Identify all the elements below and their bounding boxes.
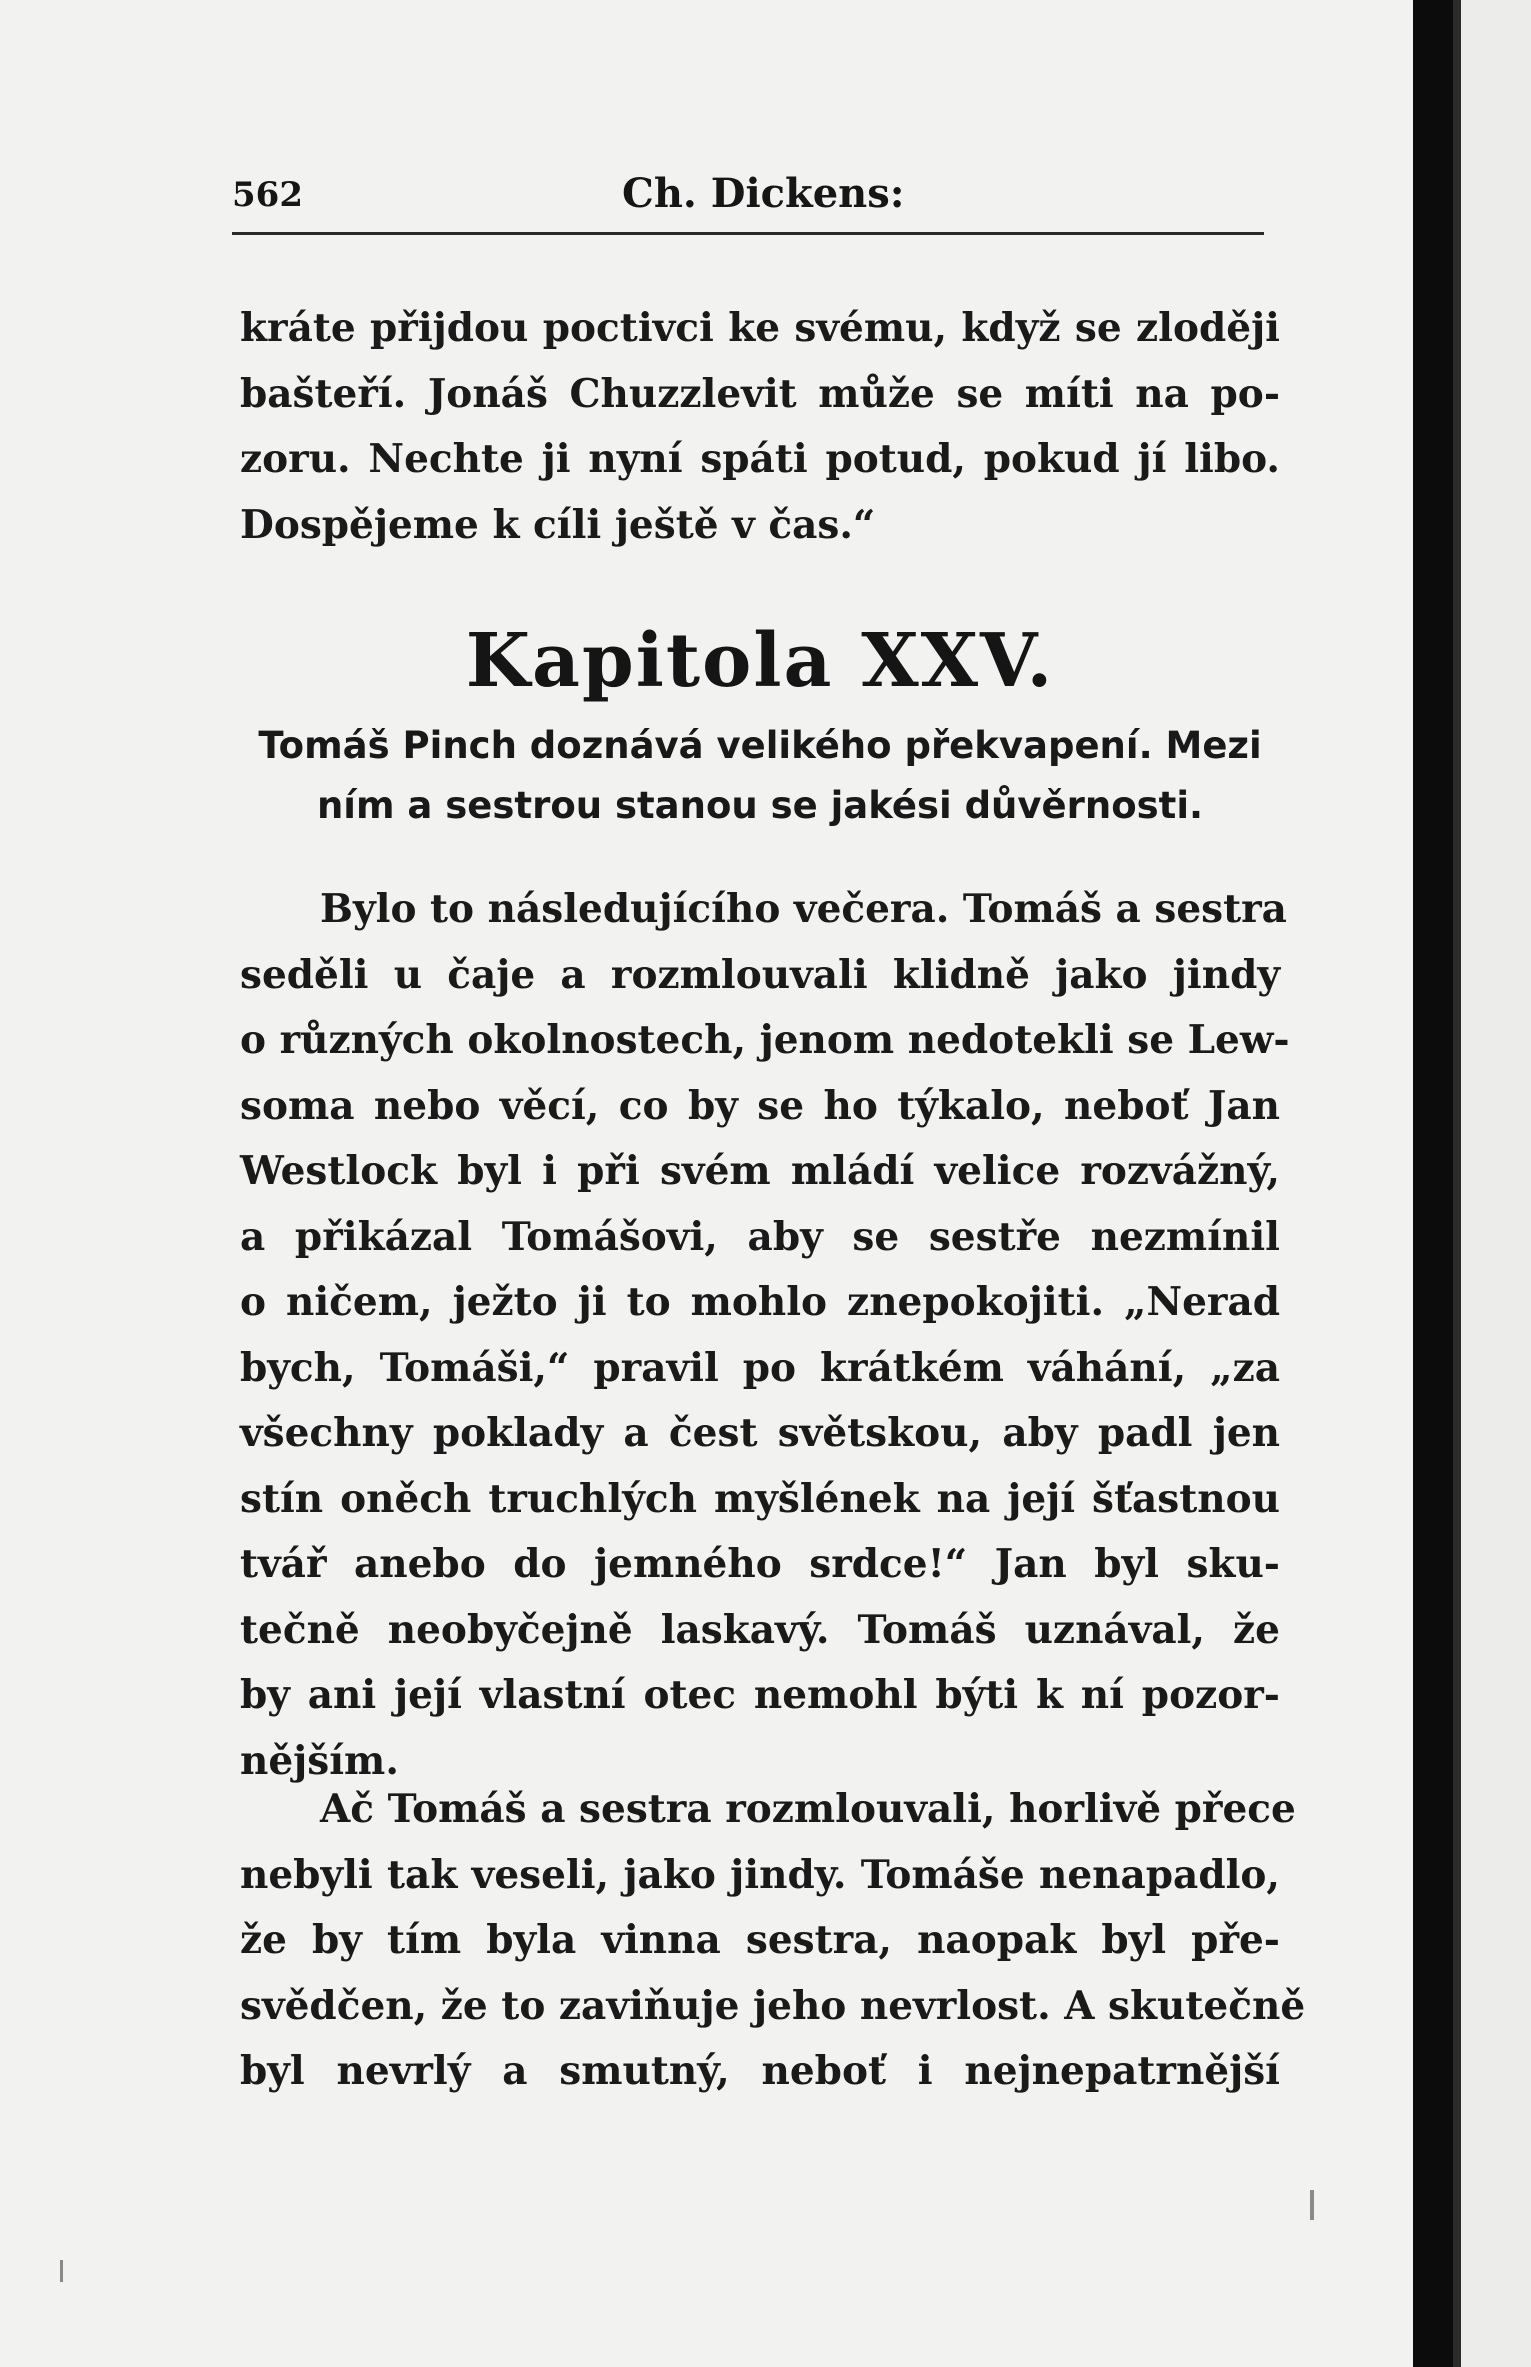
running-head	[232, 170, 1264, 230]
subtitle-line: ním a sestrou stanou se jakési důvěrnosti.	[316, 784, 1204, 827]
text-line: zoru. Nechte ji nyní spáti potud, pokud jí libo.	[240, 436, 1280, 482]
subtitle-line: Tomáš Pinch doznává velikého překvapení. Mezi	[258, 724, 1262, 767]
page-number: 562	[232, 175, 303, 215]
text-line: všechny poklady a čest světskou, aby padl jen	[240, 1410, 1280, 1456]
text-line: tvář anebo do jemného srdce!“ Jan byl sku-	[240, 1541, 1280, 1587]
text-line: o různých okolnostech, jenom nedotekli se Lew-	[240, 1017, 1290, 1063]
text-line: by ani její vlastní otec nemohl býti k ní pozor-	[240, 1672, 1280, 1718]
text-line: soma nebo věcí, co by se ho týkalo, neboť Jan	[240, 1082, 1280, 1129]
text-line: nebyli tak veseli, jako jindy. Tomáše nenapadlo,	[240, 1851, 1280, 1898]
adjacent-page	[1453, 0, 1531, 2367]
text-line: a přikázal Tomášovi, aby se sestře nezmínil	[240, 1213, 1280, 1260]
text-line: byl nevrlý a smutný, neboť i nejnepatrnější	[240, 2048, 1280, 2094]
text-line: Bylo to následujícího večera. Tomáš a sestra	[320, 886, 1287, 932]
text-line: o ničem, ježto ji to mohlo znepokojiti. „Nerad	[240, 1279, 1280, 1325]
chapter-subtitle	[232, 716, 1288, 836]
text-line: nějším.	[240, 1737, 399, 1784]
paragraph-2	[240, 1777, 1306, 2105]
text-line: bašteří. Jonáš Chuzzlevit může se míti na po-	[240, 370, 1280, 417]
scan-speck	[60, 2260, 63, 2282]
text-line: Westlock byl i při svém mládí velice rozvážný,	[240, 1148, 1280, 1194]
paragraph-1	[240, 877, 1290, 1794]
page-edge-shadow	[1413, 0, 1453, 2367]
binding-stripe	[1453, 0, 1461, 2367]
text-line: seděli u čaje a rozmlouvali klidně jako jindy	[240, 951, 1280, 998]
text-line: tečně neobyčejně laskavý. Tomáš uznával, že	[240, 1606, 1280, 1653]
text-line: Ač Tomáš a sestra rozmlouvali, horlivě přece	[320, 1786, 1296, 1832]
text-line: kráte přijdou poctivci ke svému, když se zloději	[240, 305, 1280, 351]
text-line: svědčen, že to zaviňuje jeho nevrlost. A skutečně	[240, 1982, 1306, 2029]
opening-paragraph	[240, 296, 1280, 558]
text-line: bych, Tomáši,“ pravil po krátkém váhání, „za	[240, 1344, 1280, 1391]
header-rule	[232, 232, 1264, 235]
chapter-heading: Kapitola XXV.	[465, 618, 1055, 704]
text-line: že by tím byla vinna sestra, naopak byl pře-	[240, 1917, 1280, 1963]
text-line: Dospějeme k cíli ještě v čas.“	[240, 501, 876, 548]
text-line: stín oněch truchlých myšlének na její šťastnou	[240, 1475, 1280, 1522]
scan-speck	[1310, 2190, 1314, 2220]
running-title: Ch. Dickens:	[622, 170, 905, 217]
